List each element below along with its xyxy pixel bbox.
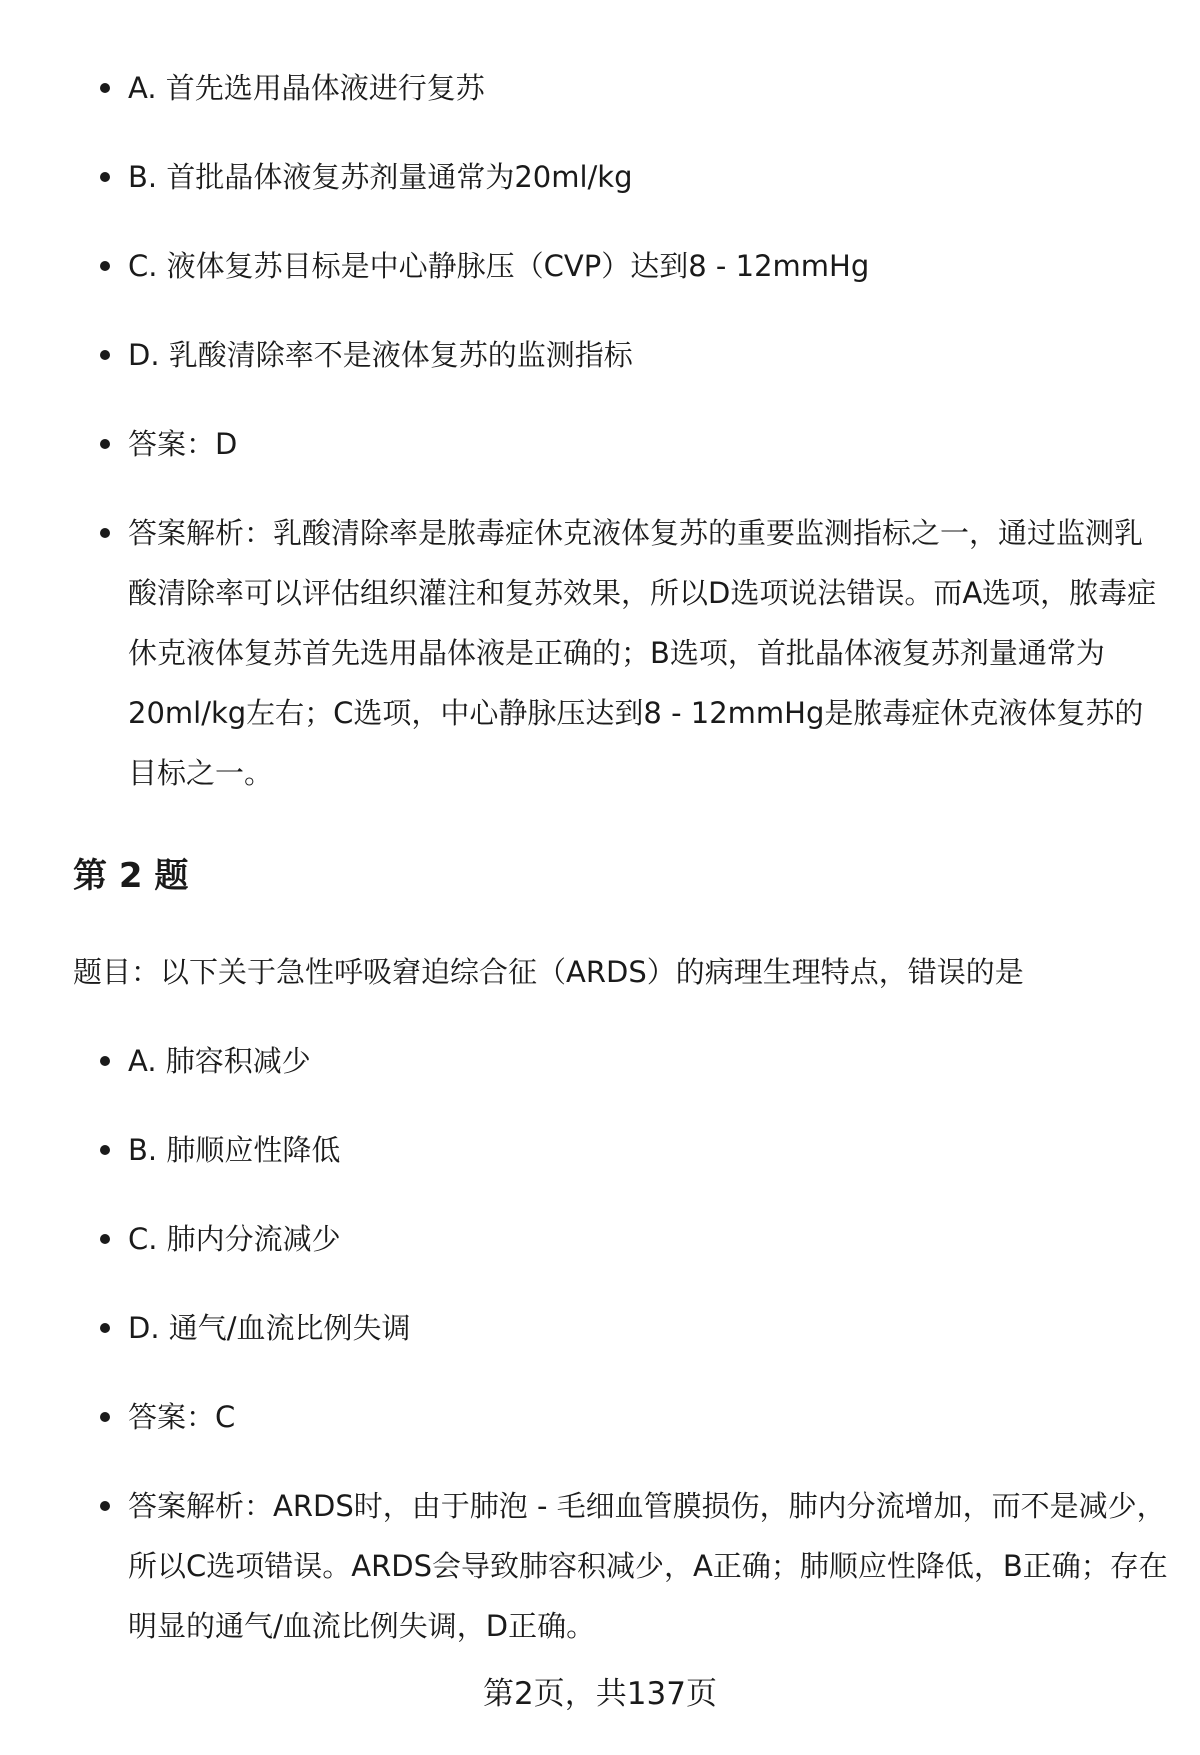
q1-option-b-text: B. 首批晶体液复苏剂量通常为20ml/kg <box>128 160 633 194</box>
q1-answer-text: 答案：D <box>128 427 238 461</box>
page-number-footer: 第2页，共137页 <box>483 1676 717 1712</box>
q2-option-c-text: C. 肺内分流减少 <box>128 1222 341 1256</box>
q2-option-c <box>128 1209 1168 1269</box>
bullet-icon <box>100 172 110 182</box>
bullet-icon <box>100 261 110 271</box>
q2-option-b-text: B. 肺顺应性降低 <box>128 1133 341 1167</box>
question-heading: 第 2 题 <box>73 856 189 896</box>
q1-option-d <box>128 325 1168 385</box>
question-text: 题目：以下关于急性呼吸窘迫综合征（ARDS）的病理生理特点，错误的是 <box>73 955 1024 989</box>
bullet-icon <box>100 1412 110 1422</box>
q2-option-d <box>128 1298 1168 1358</box>
bullet-icon <box>100 1056 110 1066</box>
q1-option-a <box>128 58 1168 118</box>
bullet-icon <box>100 1501 110 1511</box>
q2-explanation <box>128 1476 1168 1656</box>
q1-explanation-text: 答案解析：乳酸清除率是脓毒症休克液体复苏的重要监测指标之一，通过监测乳酸清除率可以评估组织灌注和复苏效果，所以D选项说法错误。而A选项，脓毒症休克液体复苏首先选用晶体液是正确的；B选项，首批晶体液复苏剂量通常为20ml/kg左右；C选项，中心静脉压达到8 - 12mmHg是脓毒症休克液体复苏的目标之一。 <box>128 516 1157 790</box>
bullet-icon <box>100 1145 110 1155</box>
bullet-icon <box>100 350 110 360</box>
q2-option-b <box>128 1120 1168 1180</box>
q2-explanation-text: 答案解析：ARDS时，由于肺泡 - 毛细血管膜损伤，肺内分流增加，而不是减少，所以C选项错误。ARDS会导致肺容积减少，A正确；肺顺应性降低，B正确；存在明显的通气/血流比例失调，D正确。 <box>128 1489 1168 1643</box>
q2-option-a <box>128 1031 1168 1091</box>
bullet-icon <box>100 528 110 538</box>
bullet-icon <box>100 1234 110 1244</box>
q1-option-b <box>128 147 1168 207</box>
q1-explanation <box>128 503 1168 803</box>
q1-option-c-text: C. 液体复苏目标是中心静脉压（CVP）达到8 - 12mmHg <box>128 249 870 283</box>
bullet-icon <box>100 439 110 449</box>
q2-option-a-text: A. 肺容积减少 <box>128 1044 311 1078</box>
q2-answer <box>128 1387 1168 1447</box>
q2-option-d-text: D. 通气/血流比例失调 <box>128 1311 411 1345</box>
bullet-icon <box>100 83 110 93</box>
q1-answer <box>128 414 1168 474</box>
q2-answer-text: 答案：C <box>128 1400 236 1434</box>
q1-option-a-text: A. 首先选用晶体液进行复苏 <box>128 71 485 105</box>
q1-option-d-text: D. 乳酸清除率不是液体复苏的监测指标 <box>128 338 633 372</box>
bullet-icon <box>100 1323 110 1333</box>
q1-option-c <box>128 236 1168 296</box>
